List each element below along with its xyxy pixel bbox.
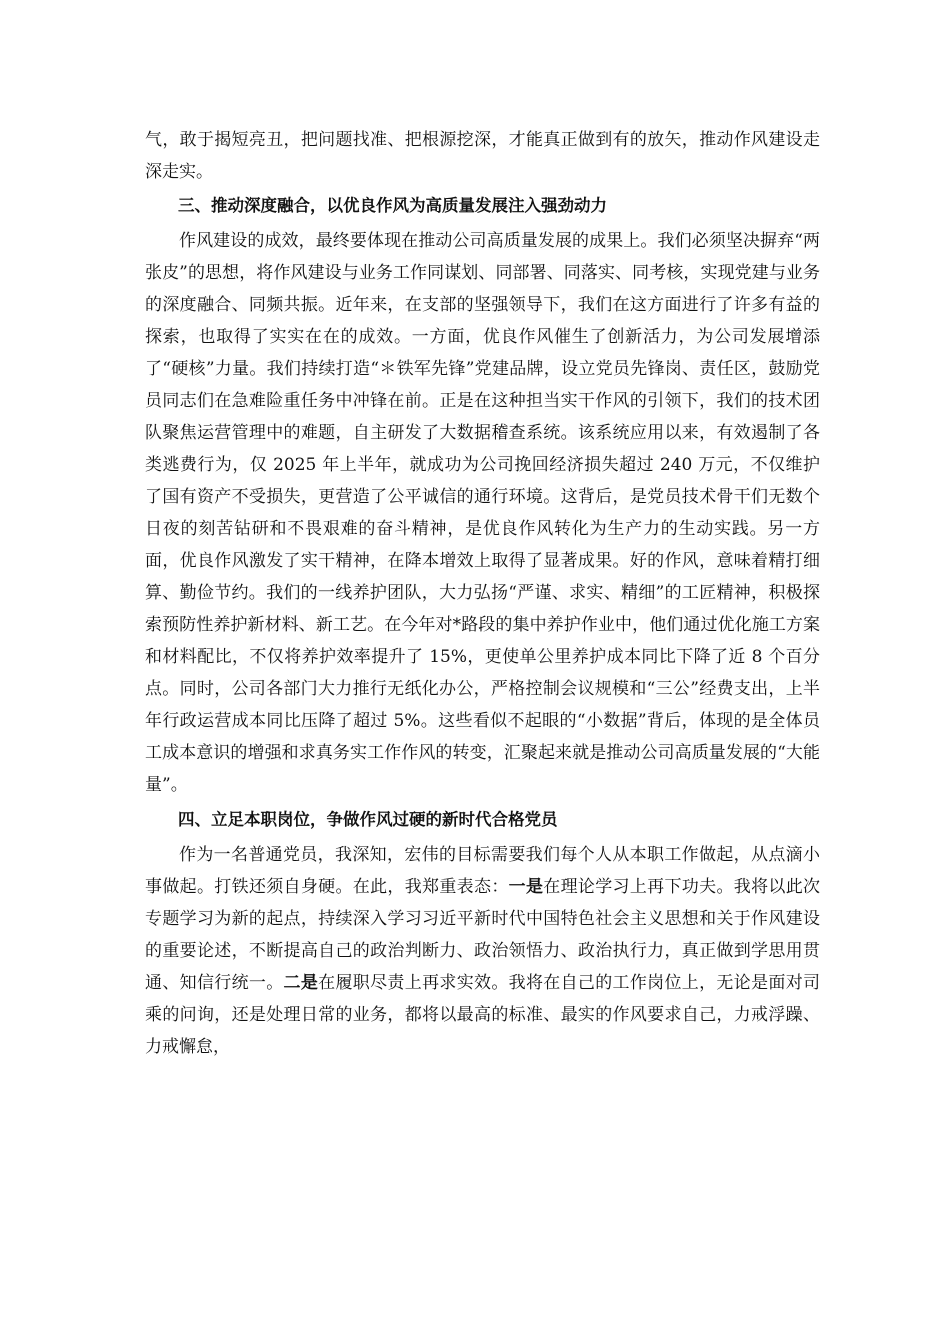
- section-3-heading: 三、推动深度融合，以优良作风为高质量发展注入强劲动力: [178, 196, 607, 215]
- point-1-text: 在理论学习上再下功夫。我将以此次专题学习为新的起点，持续深入学习习近平新时代中国特色社会主义思想和关于作风建设的重要论述，不断提高自己的政治判断力、政治领悟力、政治执行力，真正做到学思用贯通、知信行统一。: [145, 877, 821, 993]
- document-page: [145, 124, 820, 1063]
- point-2-text: 在履职尽责上再求实效。我将在自己的工作岗位上，无论是面对司乘的问询，还是处理日常的业务，都将以最高的标准、最实的作风要求自己，力戒浮躁、力戒懈怠，: [145, 973, 821, 1057]
- point-2-label: 二是: [283, 973, 319, 993]
- point-1-label: 一是: [508, 877, 544, 897]
- continuation-paragraph: 气，敢于揭短亮丑，把问题找准、把根源挖深，才能真正做到有的放矢，推动作风建设走深走实。: [145, 130, 820, 182]
- section-4-intro: 作为一名普通党员，我深知，宏伟的目标需要我们每个人从本职工作做起，从点滴小事做起。打铁还须自身硬。在此，我郑重表态：: [145, 845, 820, 897]
- section-4-paragraph: [145, 839, 820, 1063]
- section-3-paragraph: 作风建设的成效，最终要体现在推动公司高质量发展的成果上。我们必须坚决摒弃“两张皮”的思想，将作风建设与业务工作同谋划、同部署、同落实、同考核，实现党建与业务的深度融合、同频共振。近年来，在支部的坚强领导下，我们在这方面进行了许多有益的探索，也取得了实实在在的成效。一方面，优良作风催生了创新活力，为公司发展增添了“硬核”力量。我们持续打造“＊铁军先锋”党建品牌，设立党员先锋岗、责任区，鼓励党员同志们在急难险重任务中冲锋在前。正是在这种担当实干作风的引领下，我们的技术团队聚焦运营管理中的难题，自主研发了大数据稽查系统。该系统应用以来，有效遏制了各类逃费行为，仅 2025 年上半年，就成功为公司挽回经济损失超过 240 万元，不仅维护了国有资产不受损失，更营造了公平诚信的通行环境。这背后，是党员技术骨干们无数个日夜的刻苦钻研和不畏艰难的奋斗精神，是优良作风转化为生产力的生动实践。另一方面，优良作风激发了实干精神，在降本增效上取得了显著成果。好的作风，意味着精打细算、勤俭节约。我们的一线养护团队，大力弘扬“严谨、求实、精细”的工匠精神，积极探索预防性养护新材料、新工艺。在今年对*路段的集中养护作业中，他们通过优化施工方案和材料配比，不仅将养护效率提升了 15%，更使单公里养护成本同比下降了近 8 个百分点。同时，公司各部门大力推行无纸化办公，严格控制会议规模和“三公”经费支出，上半年行政运营成本同比压降了超过 5%。这些看似不起眼的“小数据”背后，体现的是全体员工成本意识的增强和求真务实工作作风的转变，汇聚起来就是推动公司高质量发展的“大能量”。: [145, 231, 820, 795]
- section-4-heading: 四、立足本职岗位，争做作风过硬的新时代合格党员: [178, 810, 558, 829]
